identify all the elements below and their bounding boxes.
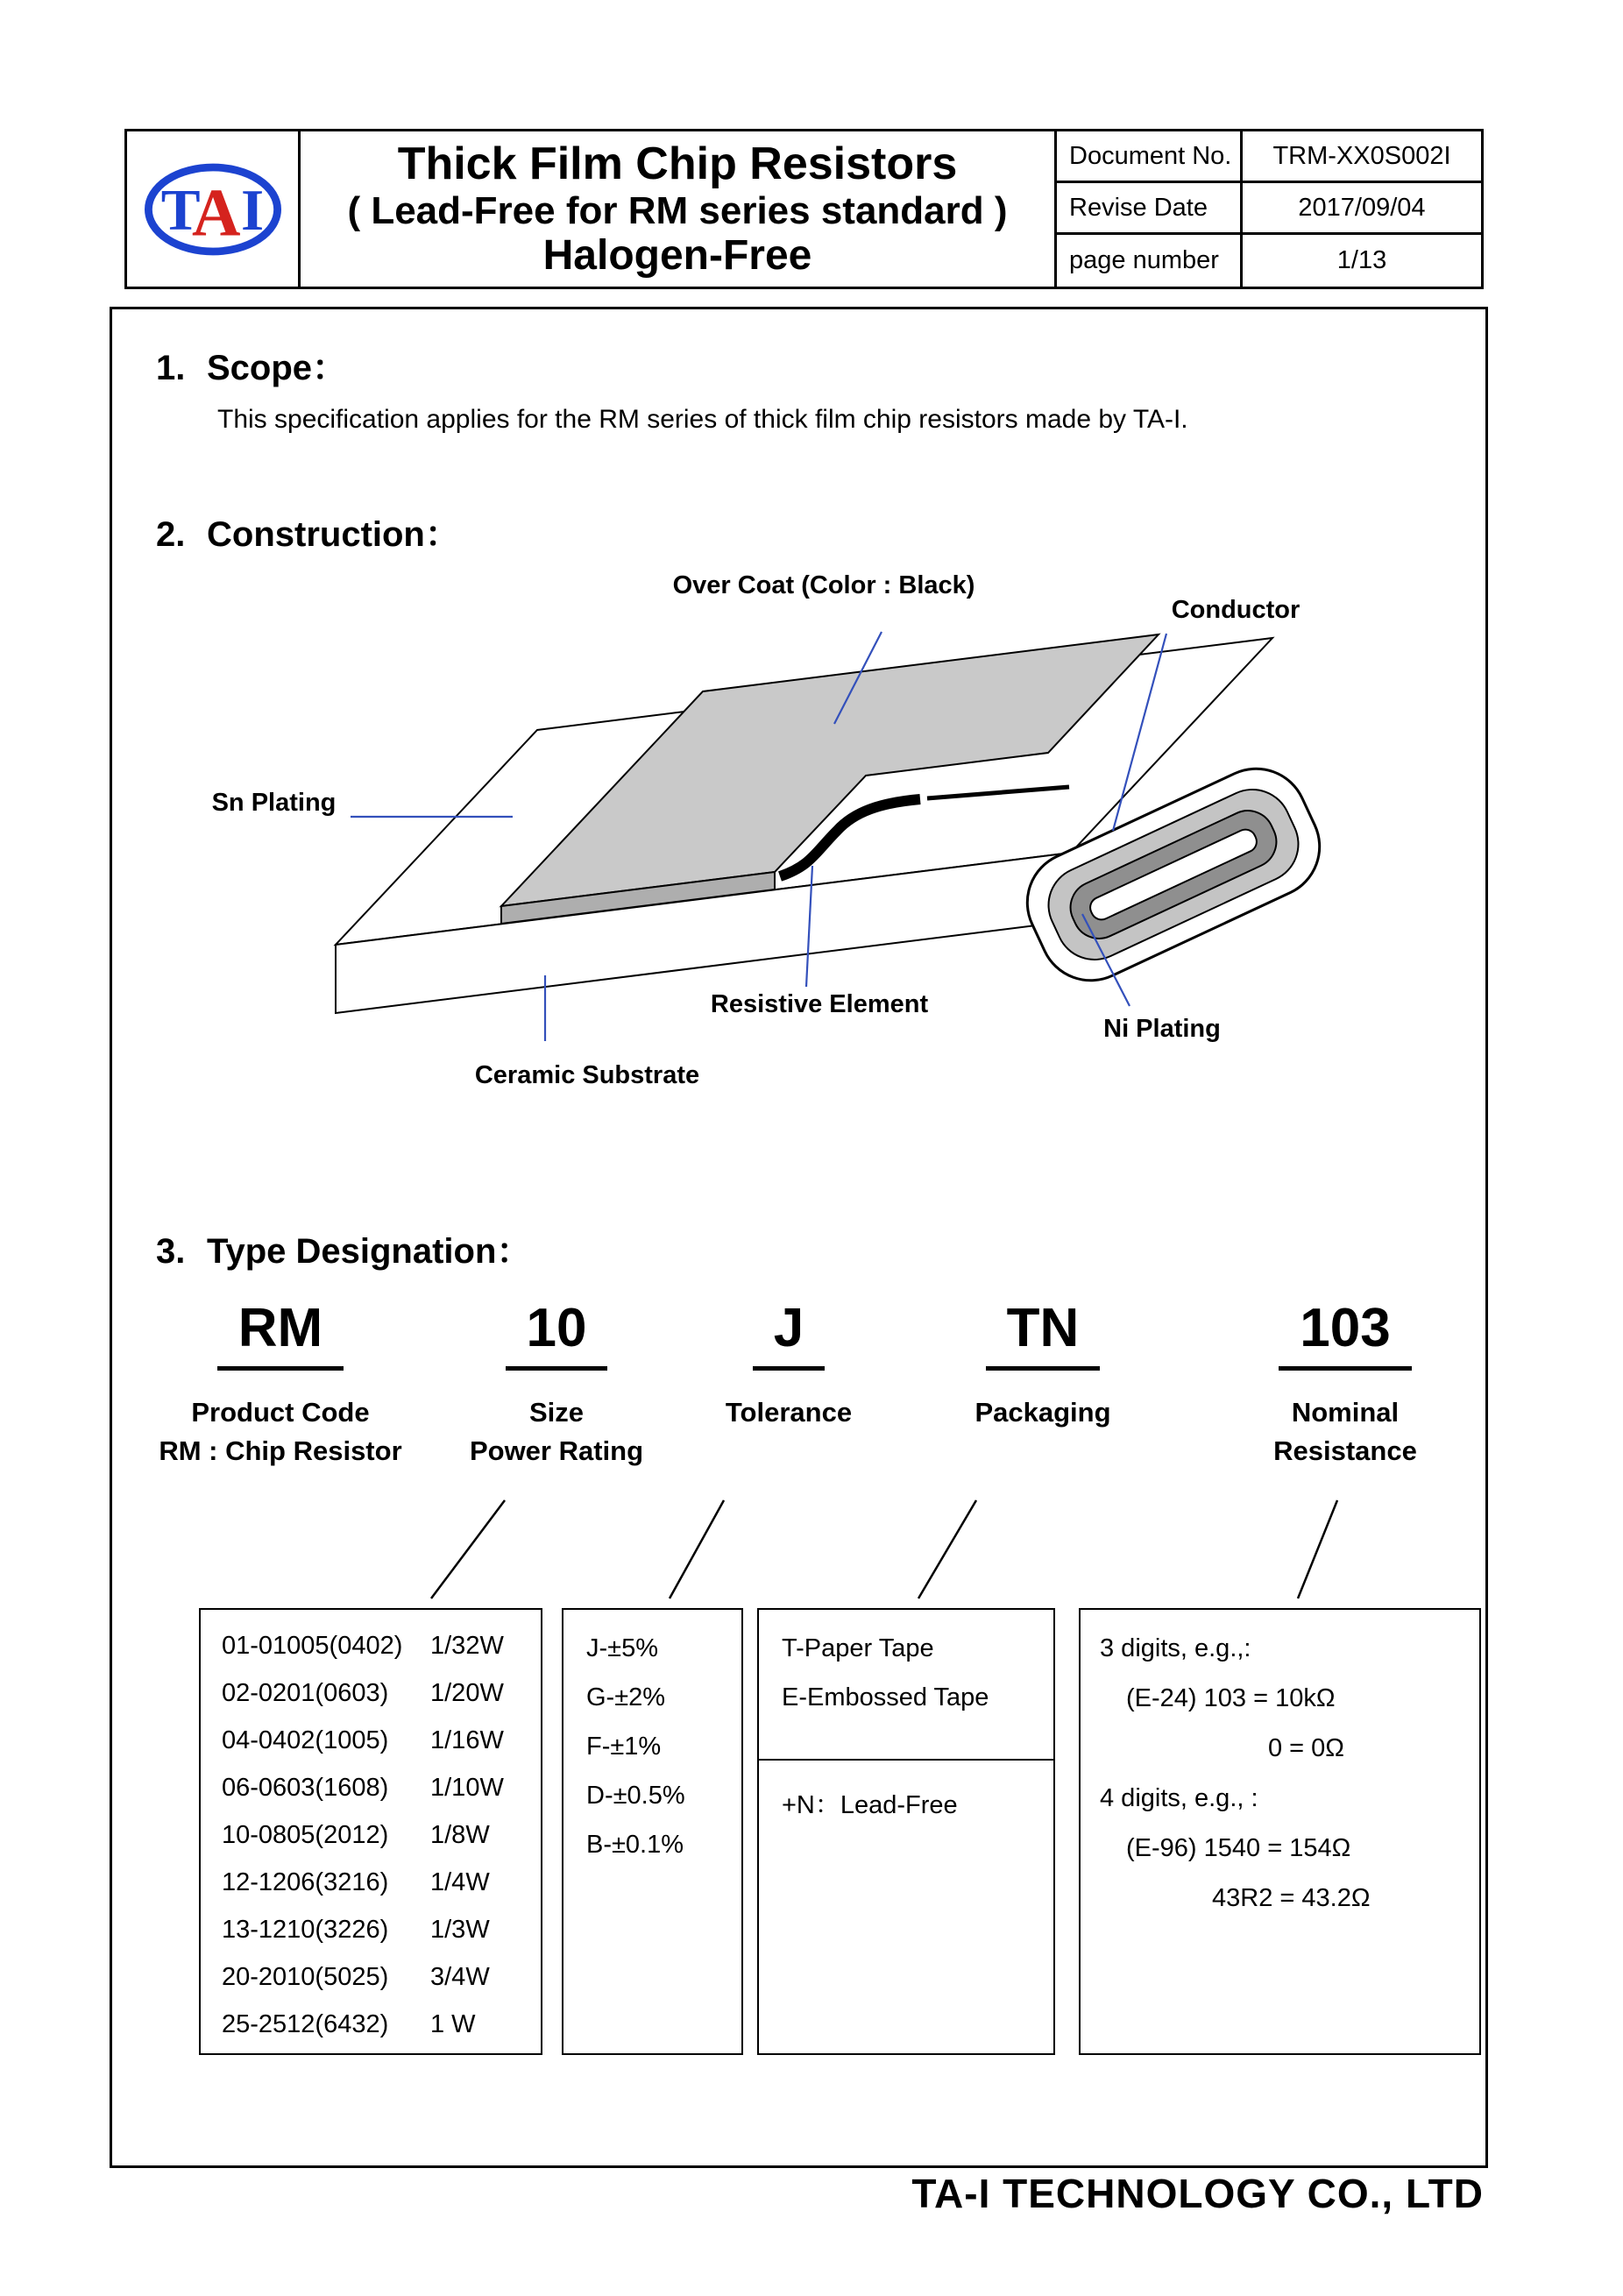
tolerance-item: D-±0.5%: [586, 1782, 685, 1810]
document-title-block: [301, 131, 1054, 287]
pointer-lines: [175, 1490, 1490, 1608]
size-power-box: [199, 1608, 542, 2055]
logo-letter-i: I: [240, 176, 264, 243]
nominal-line: 3 digits, e.g.,:: [1100, 1634, 1251, 1662]
company-logo-icon: [143, 156, 283, 263]
document-title: Thick Film Chip Resistors: [397, 138, 958, 189]
size-power: 1 W: [430, 2010, 476, 2038]
document-subtitle: ( Lead-Free for RM series standard ): [347, 189, 1008, 233]
tolerance-item: F-±1%: [586, 1733, 662, 1761]
document-info-table: [1054, 131, 1481, 287]
size-power: 1/20W: [430, 1679, 504, 1707]
code-size-labels: [412, 1393, 701, 1470]
code-packaging-labels: [911, 1393, 1174, 1432]
nominal-pointer-line: [1298, 1500, 1337, 1598]
code-tolerance-labels: [675, 1393, 903, 1432]
logo-letter-t: T: [160, 176, 201, 243]
size-row: [222, 1859, 541, 1906]
tolerance-pointer-line: [670, 1500, 724, 1598]
size-code: 02-0201(0603): [222, 1679, 389, 1707]
label-resistance: Resistance: [1273, 1435, 1417, 1466]
label-product-code: Product Code: [191, 1397, 370, 1428]
size-power: 1/10W: [430, 1774, 504, 1802]
size-power: 1/8W: [430, 1821, 490, 1849]
page-number-label: page number: [1057, 235, 1243, 287]
revise-date-value: 2017/09/04: [1243, 183, 1481, 235]
construction-number: 2.: [156, 515, 186, 554]
code-packaging: TN: [986, 1297, 1101, 1371]
header: [124, 129, 1484, 289]
tolerance-item: G-±2%: [586, 1683, 666, 1711]
nominal-line: (E-24) 103 = 10kΩ: [1126, 1684, 1336, 1712]
size-code: 13-1210(3226): [222, 1916, 389, 1944]
packaging-pointer-line: [918, 1500, 976, 1598]
conductor-label: Conductor: [1171, 596, 1301, 624]
code-nominal: 103: [1279, 1297, 1411, 1371]
label-packaging: Packaging: [975, 1397, 1111, 1428]
code-column-size: [412, 1297, 701, 1470]
sn-plating-label: Sn Plating: [211, 789, 337, 817]
scope-heading: [156, 340, 347, 390]
nominal-line: 0 = 0Ω: [1268, 1734, 1344, 1762]
code-column-nominal: [1201, 1297, 1490, 1470]
document-subtitle2: Halogen-Free: [542, 232, 812, 280]
size-code: 10-0805(2012): [222, 1821, 389, 1849]
label-chip-resistor: RM : Chip Resistor: [159, 1435, 402, 1466]
size-code: 01-01005(0402): [222, 1632, 403, 1660]
resistive-element-label: Resistive Element: [710, 990, 929, 1018]
scope-title: Scope：: [207, 349, 348, 387]
ceramic-substrate-label: Ceramic Substrate: [474, 1061, 700, 1089]
revise-date-label: Revise Date: [1057, 183, 1243, 235]
size-power: 1/32W: [430, 1632, 504, 1660]
tolerance-box: [562, 1608, 743, 2055]
size-code: 12-1206(3216): [222, 1868, 389, 1896]
size-power: 3/4W: [430, 1963, 490, 1991]
resistor-cutaway-drawing: [202, 568, 1376, 1146]
nominal-resistance-box: [1079, 1608, 1481, 2055]
packaging-item: T-Paper Tape: [782, 1634, 934, 1662]
size-pointer-line: [431, 1500, 505, 1598]
construction-title: Construction：: [207, 515, 460, 554]
size-row: [222, 2001, 541, 2048]
tolerance-item: B-±0.1%: [586, 1831, 684, 1859]
label-tolerance: Tolerance: [725, 1397, 853, 1428]
size-power: 1/16W: [430, 1726, 504, 1754]
size-code: 06-0603(1608): [222, 1774, 389, 1802]
code-product-labels: [131, 1393, 429, 1470]
size-row: [222, 1669, 541, 1717]
nominal-line: 43R2 = 43.2Ω: [1212, 1884, 1371, 1912]
size-code: 04-0402(1005): [222, 1726, 389, 1754]
ni-plating-label: Ni Plating: [1103, 1015, 1221, 1043]
code-nominal-labels: [1201, 1393, 1490, 1470]
label-nominal: Nominal: [1291, 1397, 1400, 1428]
logo-letter-a: A: [191, 175, 240, 251]
size-row: [222, 1953, 541, 2001]
company-name: TA-I TECHNOLOGY CO., LTD: [911, 2171, 1484, 2216]
size-row: [222, 1906, 541, 1953]
type-designation-heading: [156, 1223, 531, 1273]
packaging-box: [757, 1608, 1055, 2055]
size-row: [222, 1811, 541, 1859]
label-size: Size: [528, 1397, 585, 1428]
overcoat-label: Over Coat (Color : Black): [672, 571, 975, 599]
code-column-product: [131, 1297, 429, 1470]
code-column-tolerance: [675, 1297, 903, 1432]
scope-body: This specification applies for the RM series of thick film chip resistors made by TA-I.: [217, 405, 1188, 434]
construction-heading: [156, 507, 460, 556]
label-power-rating: Power Rating: [469, 1435, 644, 1466]
logo-cell: [127, 131, 301, 287]
size-row: [222, 1764, 541, 1811]
code-size: 10: [506, 1297, 608, 1371]
type-designation-title: Type Designation：: [207, 1232, 532, 1271]
size-row: [222, 1717, 541, 1764]
packaging-item: E-Embossed Tape: [782, 1683, 989, 1711]
tolerance-item: J-±5%: [586, 1634, 658, 1662]
type-designation-number: 3.: [156, 1232, 186, 1271]
construction-diagram: [202, 568, 1376, 1146]
size-code: 25-2512(6432): [222, 2010, 389, 2038]
code-product: RM: [217, 1297, 344, 1371]
nominal-line: 4 digits, e.g., :: [1100, 1784, 1258, 1812]
code-tolerance: J: [753, 1297, 825, 1371]
packaging-options: [759, 1610, 1053, 1761]
doc-no-value: TRM-XX0S002I: [1243, 131, 1481, 183]
doc-no-label: Document No.: [1057, 131, 1243, 183]
size-row: [222, 1622, 541, 1669]
code-column-packaging: [911, 1297, 1174, 1432]
size-power: 1/3W: [430, 1916, 490, 1944]
page-number-value: 1/13: [1336, 246, 1387, 274]
size-power: 1/4W: [430, 1868, 490, 1896]
packaging-leadfree: +N：Lead-Free: [782, 1791, 958, 1819]
size-code: 20-2010(5025): [222, 1963, 389, 1991]
scope-number: 1.: [156, 349, 186, 387]
nominal-line: (E-96) 1540 = 154Ω: [1126, 1834, 1351, 1862]
